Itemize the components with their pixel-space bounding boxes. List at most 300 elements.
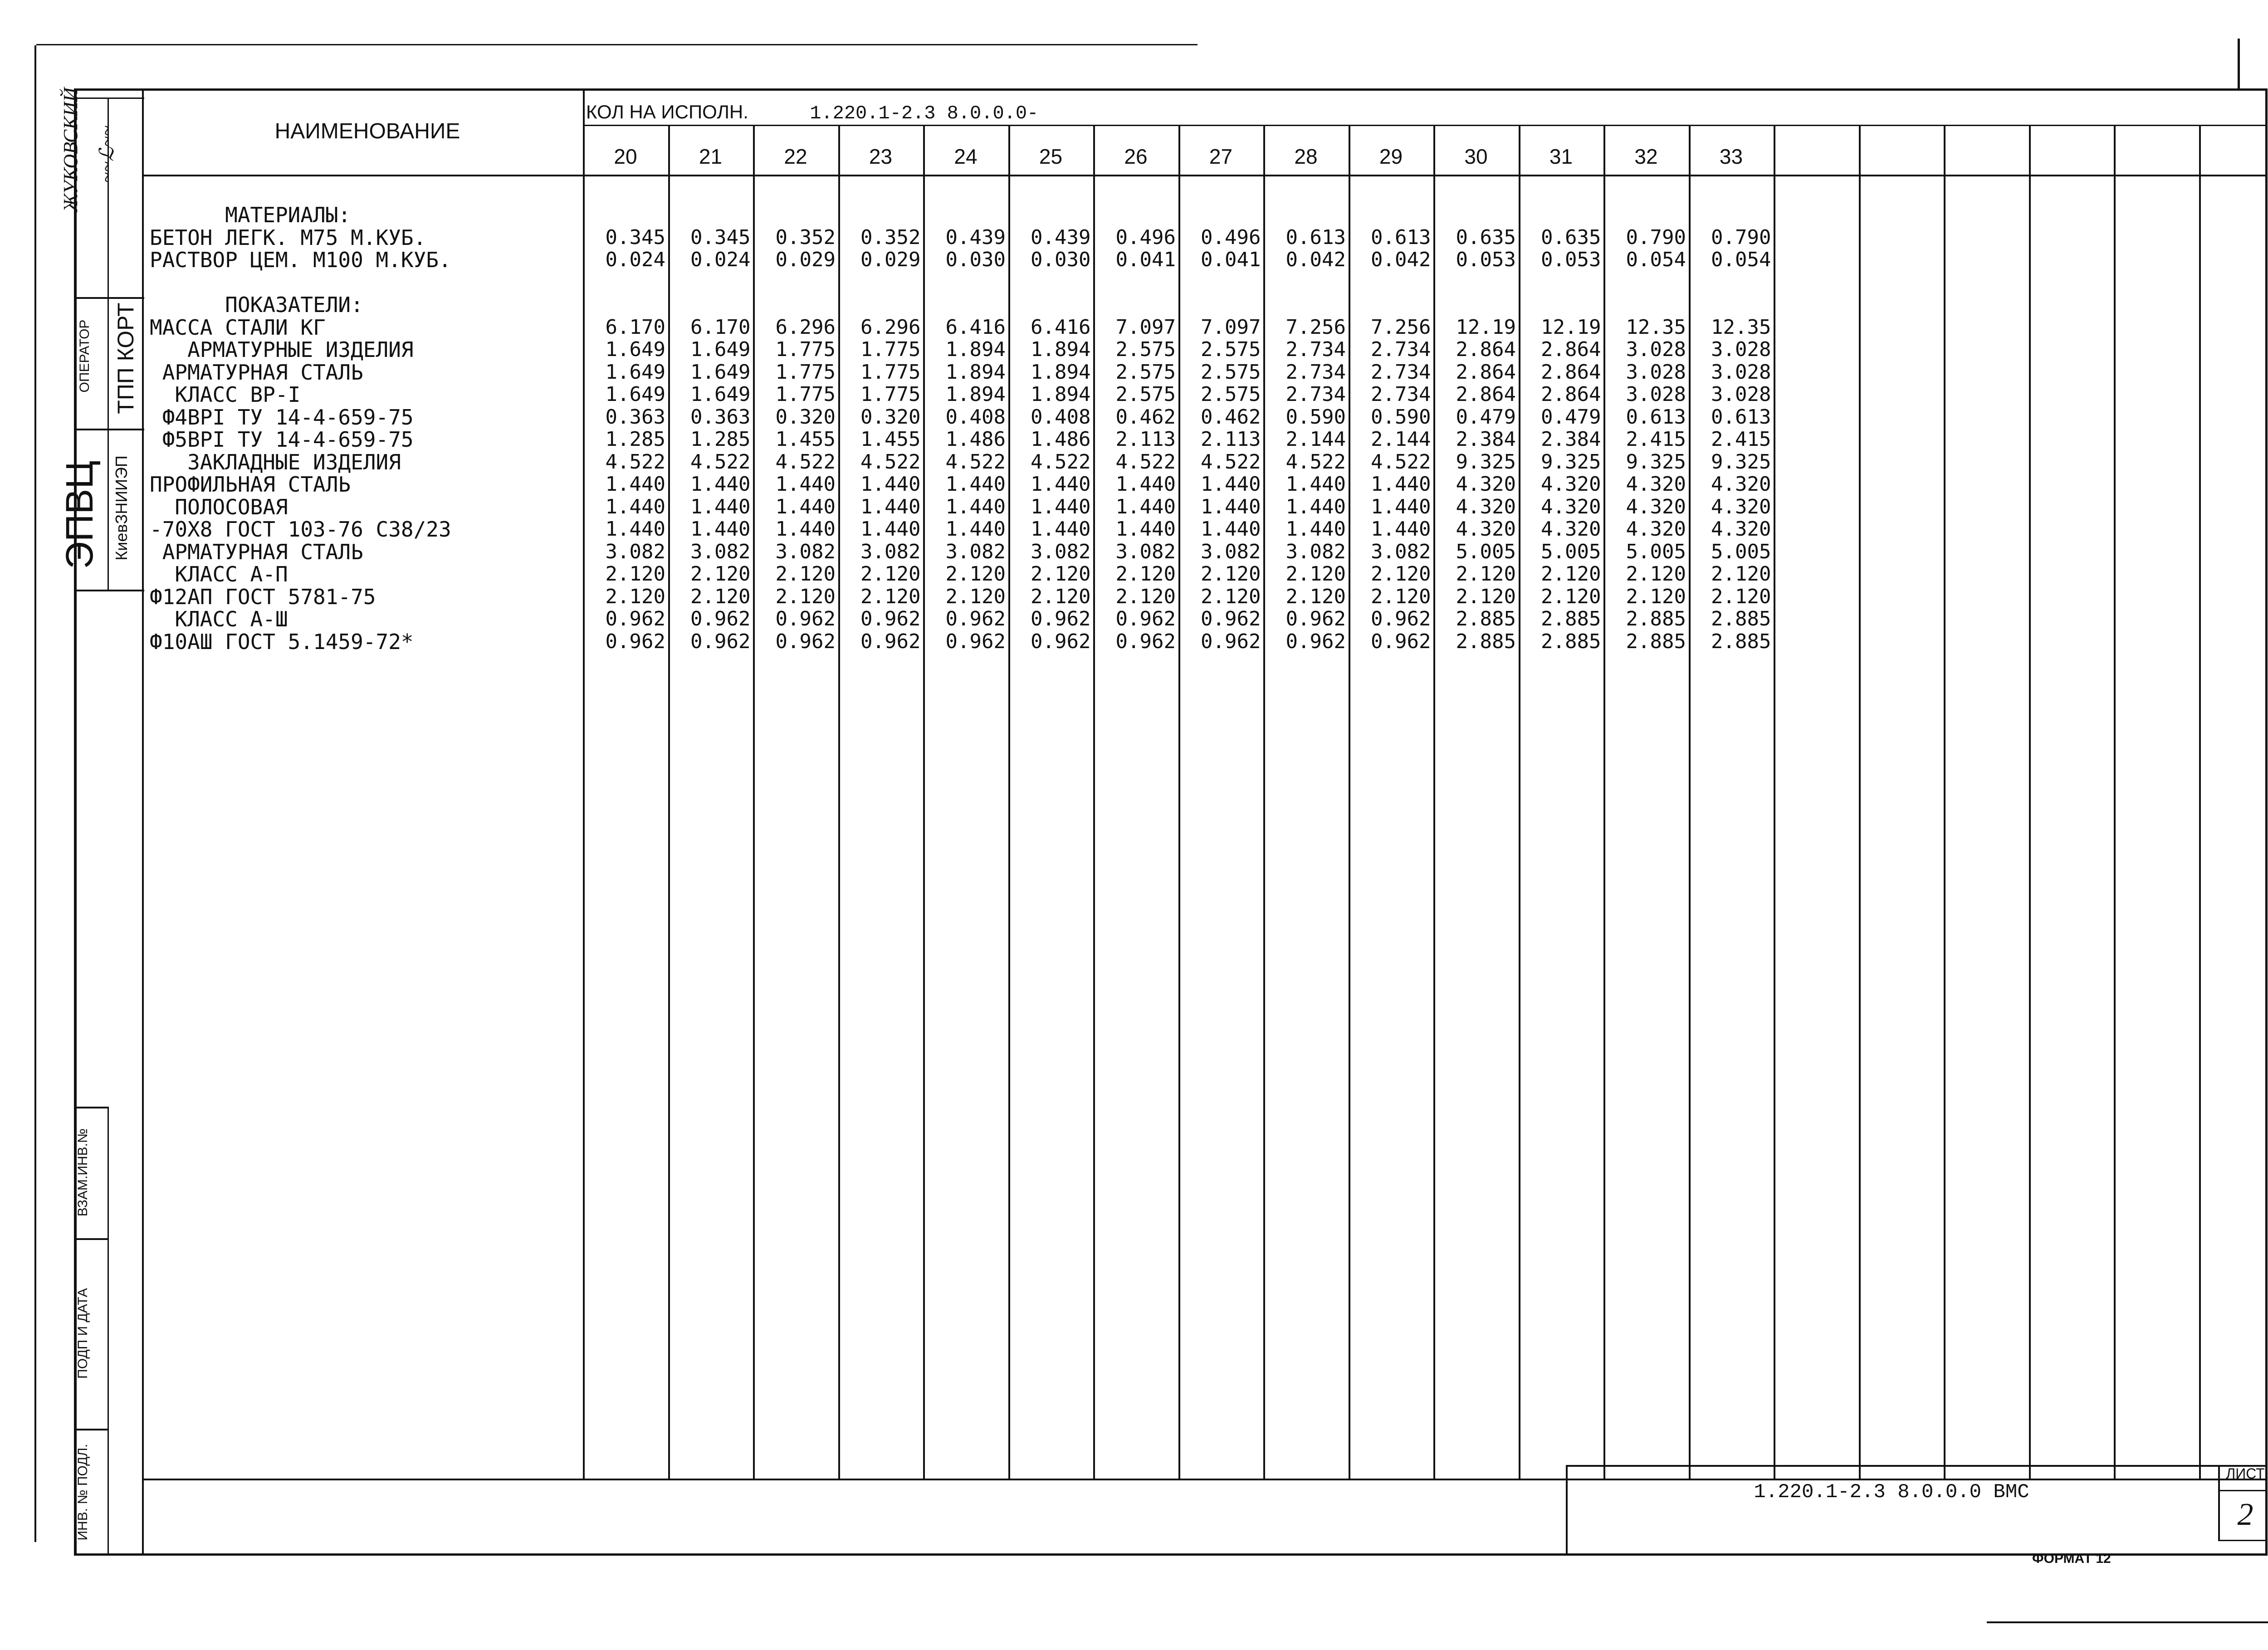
stamp-kiev: КиевЗНИИЭП xyxy=(112,455,131,561)
table-cell: 0.042 xyxy=(1286,248,1346,271)
column-header: 23 xyxy=(869,145,893,168)
table-cell: 0.962 xyxy=(945,607,1006,630)
header-bottom xyxy=(142,175,2267,176)
table-cell: 0.363 xyxy=(605,405,665,429)
table-cell: 2.120 xyxy=(1286,562,1346,586)
table-cell: 5.005 xyxy=(1626,540,1686,563)
table-cell: 1.440 xyxy=(605,495,665,518)
table-cell: 0.790 xyxy=(1626,225,1686,249)
table-cell: 2.120 xyxy=(1031,562,1091,586)
table-cell: 3.082 xyxy=(775,540,836,563)
table-cell: 4.320 xyxy=(1541,473,1601,496)
table-cell: 0.042 xyxy=(1371,248,1431,271)
table-cell: 4.522 xyxy=(1286,450,1346,474)
table-cell: 1.440 xyxy=(1201,495,1261,518)
table-cell: 0.962 xyxy=(1031,607,1091,630)
table-cell: 2.120 xyxy=(1456,562,1516,586)
table-cell: 0.041 xyxy=(1115,248,1176,271)
table-cell: 1.285 xyxy=(605,428,665,451)
table-cell: 0.439 xyxy=(945,225,1006,249)
table-cell: 1.440 xyxy=(1286,517,1346,541)
table-cell: 2.120 xyxy=(1115,562,1176,586)
table-cell: 6.296 xyxy=(775,315,836,339)
table-cell: 1.440 xyxy=(945,473,1006,496)
column-header: 21 xyxy=(699,145,723,168)
list-box-mid xyxy=(2218,1490,2267,1491)
row-name: -70Х8 ГОСТ 103-76 С38/23 xyxy=(150,517,451,542)
table-cell: 1.486 xyxy=(1031,428,1091,451)
table-cell: 0.962 xyxy=(1031,630,1091,653)
format-label: ФОРМАТ 12 xyxy=(2032,1551,2111,1566)
table-cell: 4.320 xyxy=(1711,473,1771,496)
table-cell: 12.35 xyxy=(1626,315,1686,339)
table-cell: 7.097 xyxy=(1115,315,1176,339)
column-header: 27 xyxy=(1209,145,1233,168)
table-cell: 3.082 xyxy=(1371,540,1431,563)
table-cell: 2.120 xyxy=(1626,585,1686,608)
table-cell: 3.028 xyxy=(1711,360,1771,384)
table-cell: 2.120 xyxy=(1201,562,1261,586)
table-cell: 0.962 xyxy=(690,630,751,653)
table-cell: 2.120 xyxy=(1201,585,1261,608)
table-cell: 1.649 xyxy=(690,338,751,361)
table-cell: 0.462 xyxy=(1115,405,1176,429)
table-cell: 2.885 xyxy=(1626,630,1686,653)
table-cell: 1.775 xyxy=(775,338,836,361)
table-cell: 2.120 xyxy=(775,562,836,586)
table-cell: 7.256 xyxy=(1286,315,1346,339)
table-cell: 1.894 xyxy=(1031,383,1091,406)
table-cell: 4.522 xyxy=(1031,450,1091,474)
table-cell: 3.082 xyxy=(1201,540,1261,563)
table-cell: 4.320 xyxy=(1541,495,1601,518)
table-cell: 1.894 xyxy=(945,383,1006,406)
table-cell: 4.320 xyxy=(1456,473,1516,496)
table-cell: 0.613 xyxy=(1286,225,1346,249)
table-cell: 4.320 xyxy=(1541,517,1601,541)
table-cell: 2.384 xyxy=(1456,428,1516,451)
table-cell: 0.962 xyxy=(860,630,921,653)
table-cell: 1.440 xyxy=(1371,495,1431,518)
title-block-code: 1.220.1-2.3 8.0.0.0 ВМС xyxy=(1754,1481,2029,1504)
column-header: 32 xyxy=(1634,145,1658,168)
table-cell: 1.440 xyxy=(690,495,751,518)
table-cell: 6.170 xyxy=(605,315,665,339)
table-cell: 2.885 xyxy=(1626,607,1686,630)
column-header: 28 xyxy=(1294,145,1318,168)
table-cell: 0.054 xyxy=(1626,248,1686,271)
table-cell: 6.296 xyxy=(860,315,921,339)
table-cell: 2.120 xyxy=(1286,585,1346,608)
table-cell: 0.962 xyxy=(1201,607,1261,630)
table-top xyxy=(74,88,2267,91)
table-cell: 1.649 xyxy=(690,360,751,384)
table-cell: 3.028 xyxy=(1711,338,1771,361)
stamp-zhukovsky: ЖУКОВСКИЙ xyxy=(59,87,82,212)
table-cell: 4.320 xyxy=(1711,495,1771,518)
table-cell: 2.575 xyxy=(1115,360,1176,384)
column-header: 20 xyxy=(614,145,637,168)
table-cell: 4.522 xyxy=(690,450,751,474)
table-cell: 1.894 xyxy=(945,338,1006,361)
row-name: Ф10АШ ГОСТ 5.1459-72* xyxy=(150,629,414,654)
lower-stamp-inner xyxy=(108,1107,109,1556)
table-cell: 12.19 xyxy=(1541,315,1601,339)
list-box-bottom xyxy=(2218,1540,2267,1541)
table-cell: 2.734 xyxy=(1286,338,1346,361)
table-cell: 4.320 xyxy=(1626,517,1686,541)
table-cell: 2.864 xyxy=(1541,338,1601,361)
row-name: МАССА СТАЛИ КГ xyxy=(150,315,326,340)
table-cell: 0.408 xyxy=(945,405,1006,429)
row-name: КЛАСС А-П xyxy=(150,562,288,586)
table-cell: 0.029 xyxy=(860,248,921,271)
table-cell: 2.734 xyxy=(1371,360,1431,384)
row-name: Ф5ВРI ТУ 14-4-659-75 xyxy=(150,427,414,452)
table-cell: 0.962 xyxy=(1115,630,1176,653)
stamp-inv-podl: ИНВ. № ПОДЛ. xyxy=(75,1444,90,1541)
table-cell: 2.864 xyxy=(1456,360,1516,384)
list-label: ЛИСТ xyxy=(2226,1465,2265,1482)
table-cell: 0.024 xyxy=(690,248,751,271)
table-cell: 2.120 xyxy=(1541,585,1601,608)
table-cell: 1.894 xyxy=(1031,338,1091,361)
column-header: 25 xyxy=(1039,145,1063,168)
table-cell: 2.120 xyxy=(1626,562,1686,586)
table-cell: 1.440 xyxy=(860,473,921,496)
table-cell: 2.885 xyxy=(1541,607,1601,630)
table-cell: 0.613 xyxy=(1371,225,1431,249)
table-cell: 0.962 xyxy=(690,607,751,630)
table-cell: 2.113 xyxy=(1115,428,1176,451)
table-cell: 2.864 xyxy=(1456,383,1516,406)
table-cell: 2.120 xyxy=(1541,562,1601,586)
stamp-tpp-kort: ТПП КОРТ xyxy=(113,303,138,414)
table-cell: 1.775 xyxy=(775,360,836,384)
table-cell: 0.962 xyxy=(1371,630,1431,653)
table-cell: 1.440 xyxy=(1115,495,1176,518)
table-cell: 1.440 xyxy=(775,473,836,496)
table-cell: 2.113 xyxy=(1201,428,1261,451)
column-header: 24 xyxy=(954,145,978,168)
table-cell: 1.440 xyxy=(1031,495,1091,518)
table-cell: 2.120 xyxy=(1711,562,1771,586)
table-cell: 0.613 xyxy=(1626,405,1686,429)
stamp-divider-3 xyxy=(74,590,144,591)
table-cell: 2.885 xyxy=(1456,630,1516,653)
column-header: 31 xyxy=(1549,145,1573,168)
row-name: АРМАТУРНАЯ СТАЛЬ xyxy=(150,360,363,385)
table-cell: 3.028 xyxy=(1711,383,1771,406)
table-cell: 2.120 xyxy=(1031,585,1091,608)
table-cell: 9.325 xyxy=(1711,450,1771,474)
table-cell: 1.440 xyxy=(1201,473,1261,496)
table-cell: 2.120 xyxy=(1456,585,1516,608)
table-cell: 2.120 xyxy=(775,585,836,608)
name-column-header: НАИМЕНОВАНИЕ xyxy=(274,119,460,143)
lower-stamp-top xyxy=(74,1107,109,1108)
table-cell: 1.440 xyxy=(860,517,921,541)
page-number-box-left xyxy=(2238,39,2240,88)
row-name: АРМАТУРНЫЕ ИЗДЕЛИЯ xyxy=(150,337,414,362)
column-header: 29 xyxy=(1379,145,1403,168)
stamp-operator: ОПЕРАТОР xyxy=(77,319,92,393)
table-cell: 5.005 xyxy=(1711,540,1771,563)
table-cell: 0.041 xyxy=(1201,248,1261,271)
stamp-divider-2 xyxy=(74,429,144,430)
table-cell: 0.962 xyxy=(1286,630,1346,653)
table-cell: 1.440 xyxy=(605,517,665,541)
table-cell: 4.320 xyxy=(1626,473,1686,496)
table-cell: 4.522 xyxy=(945,450,1006,474)
table-cell: 2.734 xyxy=(1286,383,1346,406)
table-bottom xyxy=(74,1553,2268,1556)
table-cell: 1.440 xyxy=(1115,473,1176,496)
table-cell: 2.864 xyxy=(1541,360,1601,384)
table-cell: 1.440 xyxy=(1201,517,1261,541)
table-cell: 2.120 xyxy=(605,562,665,586)
table-cell: 0.345 xyxy=(690,225,751,249)
stamp-podp-data: ПОДП И ДАТА xyxy=(75,1288,90,1379)
column-separator xyxy=(583,91,585,1479)
table-cell: 0.635 xyxy=(1541,225,1601,249)
table-cell: 0.053 xyxy=(1541,248,1601,271)
document-code-header: 1.220.1-2.3 8.0.0.0- xyxy=(810,103,1039,124)
table-cell: 9.325 xyxy=(1626,450,1686,474)
table-cell: 1.285 xyxy=(690,428,751,451)
table-cell: 1.440 xyxy=(1371,473,1431,496)
table-cell: 2.864 xyxy=(1456,338,1516,361)
table-cell: 0.962 xyxy=(1201,630,1261,653)
table-cell: 4.320 xyxy=(1711,517,1771,541)
top-scan-line xyxy=(36,44,1198,45)
table-cell: 1.440 xyxy=(1371,517,1431,541)
table-cell: 1.440 xyxy=(1286,495,1346,518)
table-cell: 3.082 xyxy=(690,540,751,563)
name-column-separator xyxy=(142,91,144,1553)
table-cell: 2.575 xyxy=(1201,360,1261,384)
table-cell: 2.120 xyxy=(1115,585,1176,608)
table-cell: 0.030 xyxy=(945,248,1006,271)
table-cell: 0.962 xyxy=(1115,607,1176,630)
table-cell: 0.790 xyxy=(1711,225,1771,249)
table-cell: 1.440 xyxy=(690,517,751,541)
table-cell: 2.864 xyxy=(1541,383,1601,406)
table-cell: 2.575 xyxy=(1115,338,1176,361)
table-cell: 2.415 xyxy=(1711,428,1771,451)
table-cell: 0.462 xyxy=(1201,405,1261,429)
row-name: АРМАТУРНАЯ СТАЛЬ xyxy=(150,539,363,564)
table-cell: 1.894 xyxy=(1031,360,1091,384)
table-cell: 2.120 xyxy=(945,562,1006,586)
table-cell: 1.440 xyxy=(690,473,751,496)
table-cell: 2.885 xyxy=(1711,630,1771,653)
table-cell: 3.082 xyxy=(1286,540,1346,563)
table-cell: 4.522 xyxy=(1201,450,1261,474)
table-cell: 1.775 xyxy=(860,383,921,406)
column-separator xyxy=(1944,126,1945,1479)
table-cell: 0.320 xyxy=(775,405,836,429)
table-cell: 2.734 xyxy=(1286,360,1346,384)
table-cell: 1.455 xyxy=(775,428,836,451)
table-cell: 0.496 xyxy=(1201,225,1261,249)
table-cell: 2.885 xyxy=(1541,630,1601,653)
table-cell: 0.352 xyxy=(860,225,921,249)
table-cell: 1.440 xyxy=(1115,517,1176,541)
row-name: РАСТВОР ЦЕМ. М100 М.КУБ. xyxy=(150,248,451,272)
table-cell: 3.082 xyxy=(945,540,1006,563)
table-cell: 3.082 xyxy=(1115,540,1176,563)
table-cell: 4.522 xyxy=(860,450,921,474)
table-cell: 0.962 xyxy=(945,630,1006,653)
column-header: 22 xyxy=(784,145,807,168)
table-cell: 2.575 xyxy=(1115,383,1176,406)
table-cell: 0.053 xyxy=(1456,248,1516,271)
row-name: БЕТОН ЛЕГК. М75 М.КУБ. xyxy=(150,225,426,250)
bottom-scan-line xyxy=(1987,1621,2268,1623)
table-cell: 1.894 xyxy=(945,360,1006,384)
stamp-signature: ~~ℒ~~ xyxy=(96,125,118,183)
table-cell: 2.384 xyxy=(1541,428,1601,451)
table-cell: 1.486 xyxy=(945,428,1006,451)
table-cell: 1.440 xyxy=(945,495,1006,518)
table-cell: 12.35 xyxy=(1711,315,1771,339)
table-cell: 1.440 xyxy=(775,517,836,541)
table-cell: 0.962 xyxy=(1286,607,1346,630)
table-cell: 12.19 xyxy=(1456,315,1516,339)
column-header: 26 xyxy=(1124,145,1148,168)
table-cell: 9.325 xyxy=(1456,450,1516,474)
table-cell: 1.649 xyxy=(605,383,665,406)
table-cell: 0.590 xyxy=(1371,405,1431,429)
table-cell: 0.962 xyxy=(605,630,665,653)
lower-stamp-div-1 xyxy=(74,1238,109,1240)
table-cell: 2.120 xyxy=(860,562,921,586)
table-cell: 2.885 xyxy=(1456,607,1516,630)
table-cell: 0.345 xyxy=(605,225,665,249)
table-cell: 2.734 xyxy=(1371,338,1431,361)
row-name: ПРОФИЛЬНАЯ СТАЛЬ xyxy=(150,472,351,497)
table-cell: 6.170 xyxy=(690,315,751,339)
table-cell: 0.024 xyxy=(605,248,665,271)
table-cell: 0.352 xyxy=(775,225,836,249)
kol-header-separator xyxy=(583,125,2267,126)
table-cell: 0.962 xyxy=(605,607,665,630)
table-cell: 1.440 xyxy=(605,473,665,496)
table-cell: 5.005 xyxy=(1541,540,1601,563)
table-cell: 1.649 xyxy=(605,360,665,384)
table-cell: 0.439 xyxy=(1031,225,1091,249)
table-cell: 2.120 xyxy=(860,585,921,608)
table-cell: 2.144 xyxy=(1371,428,1431,451)
table-cell: 0.479 xyxy=(1541,405,1601,429)
column-separator xyxy=(2029,126,2031,1479)
table-cell: 3.028 xyxy=(1626,360,1686,384)
row-name: ПОКАЗАТЕЛИ: xyxy=(150,293,363,317)
kol-header xyxy=(586,101,1038,124)
table-cell: 0.479 xyxy=(1456,405,1516,429)
table-cell: 1.440 xyxy=(945,517,1006,541)
table-cell: 2.120 xyxy=(945,585,1006,608)
column-separator xyxy=(1774,126,1775,1479)
table-cell: 1.440 xyxy=(1031,473,1091,496)
table-right xyxy=(2265,88,2268,1556)
stamp-vzam-inv: ВЗАМ.ИНВ.№ xyxy=(75,1128,90,1217)
table-cell: 3.082 xyxy=(1031,540,1091,563)
table-cell: 2.120 xyxy=(690,585,751,608)
table-cell: 2.575 xyxy=(1201,338,1261,361)
table-cell: 1.775 xyxy=(860,360,921,384)
row-name: МАТЕРИАЛЫ: xyxy=(150,203,351,227)
table-cell: 0.590 xyxy=(1286,405,1346,429)
table-cell: 0.496 xyxy=(1115,225,1176,249)
table-cell: 1.775 xyxy=(860,338,921,361)
column-separator xyxy=(2114,126,2116,1479)
table-cell: 4.522 xyxy=(1115,450,1176,474)
row-name: Ф4ВРI ТУ 14-4-659-75 xyxy=(150,405,414,430)
table-cell: 3.082 xyxy=(605,540,665,563)
table-cell: 2.144 xyxy=(1286,428,1346,451)
table-cell: 3.028 xyxy=(1626,383,1686,406)
column-separator xyxy=(2199,126,2201,1479)
table-cell: 9.325 xyxy=(1541,450,1601,474)
table-cell: 7.256 xyxy=(1371,315,1431,339)
row-name: Ф12АП ГОСТ 5781-75 xyxy=(150,584,376,609)
table-cell: 2.120 xyxy=(1371,562,1431,586)
column-header: 30 xyxy=(1464,145,1488,168)
title-block-divider xyxy=(1566,1465,1568,1556)
table-cell: 4.522 xyxy=(605,450,665,474)
table-cell: 1.440 xyxy=(1286,473,1346,496)
table-cell: 0.030 xyxy=(1031,248,1091,271)
table-cell: 0.408 xyxy=(1031,405,1091,429)
table-cell: 0.363 xyxy=(690,405,751,429)
table-cell: 4.522 xyxy=(775,450,836,474)
row-name: КЛАСС А-Ш xyxy=(150,607,288,631)
row-name: ПОЛОСОВАЯ xyxy=(150,494,288,519)
table-cell: 1.649 xyxy=(690,383,751,406)
table-cell: 1.455 xyxy=(860,428,921,451)
title-block-inner-top xyxy=(1566,1465,2267,1467)
list-number: 2 xyxy=(2237,1497,2253,1532)
table-cell: 4.320 xyxy=(1626,495,1686,518)
table-cell: 0.613 xyxy=(1711,405,1771,429)
table-cell: 2.120 xyxy=(1371,585,1431,608)
row-name: КЛАСС ВР-I xyxy=(150,382,301,407)
title-block-top xyxy=(142,1479,2267,1480)
table-cell: 4.522 xyxy=(1371,450,1431,474)
table-cell: 3.028 xyxy=(1626,338,1686,361)
stamp-epvts: ЭПВЦ xyxy=(58,460,101,569)
table-cell: 0.962 xyxy=(1371,607,1431,630)
table-cell: 1.649 xyxy=(605,338,665,361)
outer-frame-left xyxy=(34,45,36,1542)
table-cell: 0.635 xyxy=(1456,225,1516,249)
row-name: ЗАКЛАДНЫЕ ИЗДЕЛИЯ xyxy=(150,449,401,474)
table-cell: 1.440 xyxy=(1031,517,1091,541)
table-cell: 1.775 xyxy=(775,383,836,406)
table-cell: 0.320 xyxy=(860,405,921,429)
table-cell: 7.097 xyxy=(1201,315,1261,339)
column-header: 33 xyxy=(1719,145,1743,168)
table-cell: 0.962 xyxy=(775,607,836,630)
table-cell: 2.885 xyxy=(1711,607,1771,630)
table-cell: 1.440 xyxy=(860,495,921,518)
table-cell: 0.054 xyxy=(1711,248,1771,271)
table-cell: 0.962 xyxy=(775,630,836,653)
kol-label: КОЛ НА ИСПОЛН. xyxy=(586,101,748,122)
column-separator xyxy=(1859,126,1861,1479)
